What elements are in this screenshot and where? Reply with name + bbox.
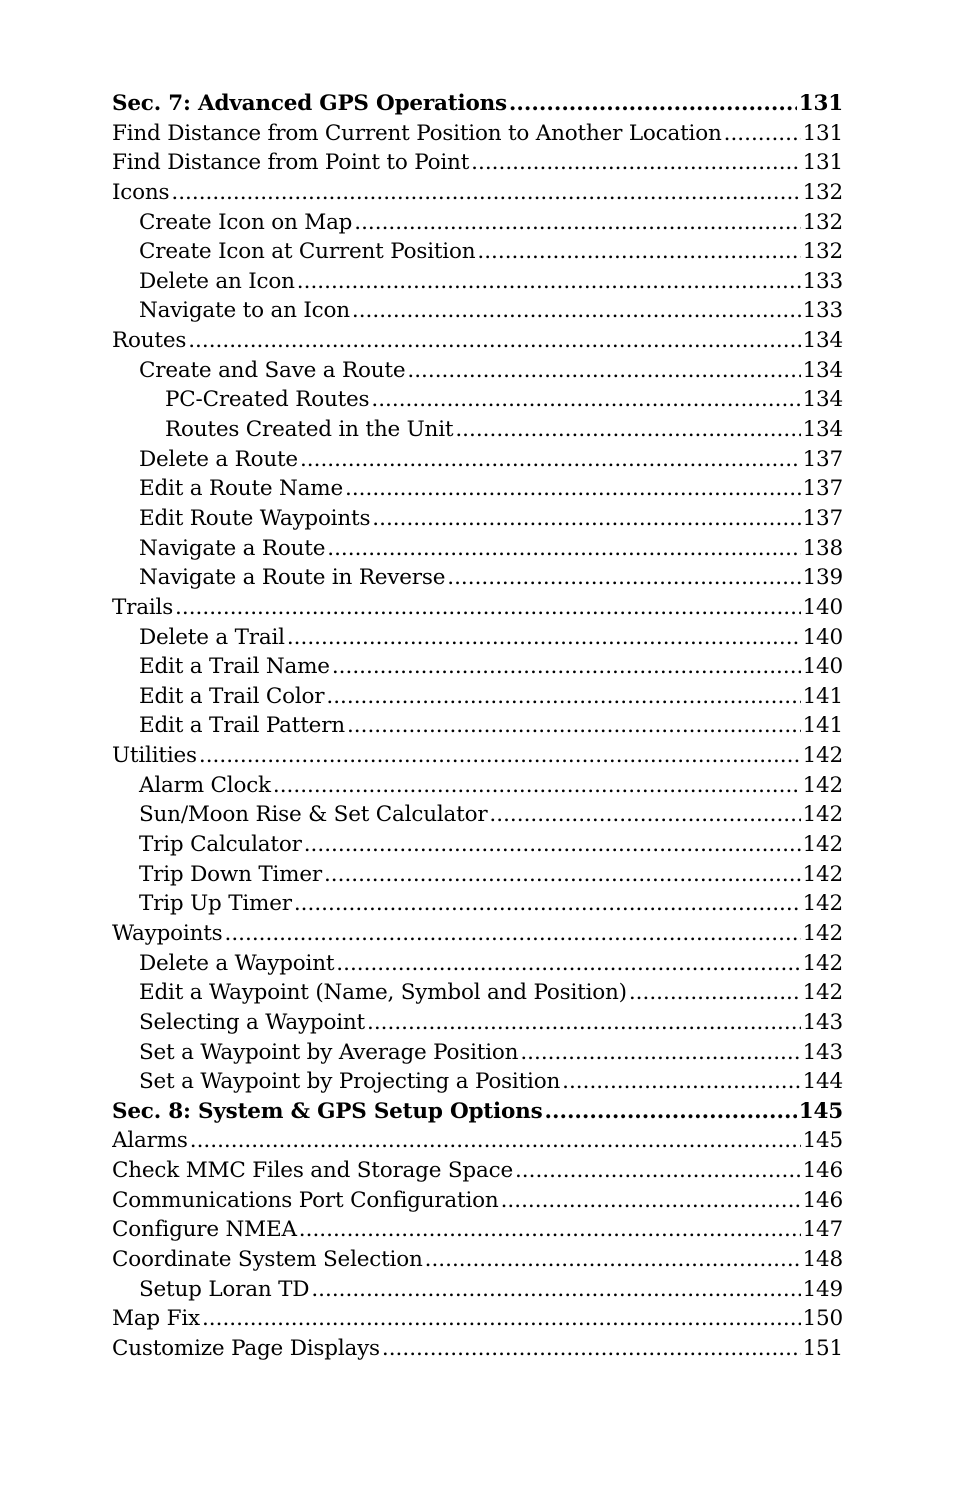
toc-entry (112, 445, 843, 475)
toc-entry (112, 978, 843, 1008)
toc-entry-title: Alarms (112, 1128, 188, 1154)
dot-leader (202, 1304, 801, 1334)
toc-entry-page-number: 134 (802, 357, 843, 383)
dot-leader (171, 178, 800, 208)
toc-entry-title: Create Icon at Current Position (139, 239, 476, 265)
dot-leader (297, 267, 801, 297)
toc-entry-page-number: 148 (802, 1246, 843, 1272)
toc-entry-page-number: 142 (802, 980, 843, 1006)
toc-entry-title: Trip Down Timer (139, 861, 322, 887)
toc-entry-title: Setup Loran TD (139, 1276, 310, 1302)
dot-leader (188, 326, 800, 356)
toc-entry (112, 741, 843, 771)
toc-entry-title: Selecting a Waypoint (139, 1009, 365, 1035)
toc-entry (112, 1156, 843, 1186)
toc-entry (112, 800, 843, 830)
toc-entry (112, 1334, 843, 1364)
toc-entry-page-number: 145 (798, 1098, 843, 1124)
dot-leader (425, 1245, 801, 1275)
toc-entry-page-number: 140 (802, 624, 843, 650)
toc-entry-page-number: 143 (802, 1039, 843, 1065)
toc-entry-title: Edit Route Waypoints (139, 505, 371, 531)
toc-entry (112, 830, 843, 860)
toc-entry-page-number: 142 (802, 772, 843, 798)
toc-entry-title: PC-Created Routes (165, 387, 370, 413)
toc-entry-title: Edit a Trail Pattern (139, 713, 345, 739)
toc-section-heading (112, 1097, 843, 1127)
toc-entry (112, 178, 843, 208)
toc-section-heading (112, 89, 843, 119)
dot-leader (324, 860, 801, 890)
toc-entry-page-number: 132 (802, 179, 843, 205)
toc-entry-page-number: 151 (802, 1335, 843, 1361)
toc-entry-title: Set a Waypoint by Projecting a Position (139, 1069, 561, 1095)
toc-entry-title: Sun/Moon Rise & Set Calculator (139, 802, 488, 828)
toc-entry (112, 1008, 843, 1038)
toc-entry-title: Delete an Icon (139, 268, 295, 294)
toc-entry (112, 534, 843, 564)
toc-entry-page-number: 142 (802, 861, 843, 887)
toc-entry-page-number: 142 (802, 950, 843, 976)
dot-leader (199, 741, 801, 771)
toc-entry-title: Trip Calculator (139, 832, 302, 858)
dot-leader (447, 563, 800, 593)
dot-leader (345, 474, 801, 504)
toc-entry-title: Create and Save a Route (139, 357, 406, 383)
toc-entry-page-number: 144 (802, 1069, 843, 1095)
toc-entry-page-number: 141 (802, 683, 843, 709)
toc-entry-title: Communications Port Configuration (112, 1187, 499, 1213)
toc-entry (112, 474, 843, 504)
toc-entry-title: Trip Up Timer (139, 891, 292, 917)
toc-entry-title: Navigate a Route in Reverse (139, 565, 446, 591)
dot-leader (294, 889, 801, 919)
toc-entry (112, 148, 843, 178)
dot-leader (352, 296, 801, 326)
toc-entry-title: Routes Created in the Unit (165, 417, 454, 443)
toc-entry-title: Trails (112, 594, 174, 620)
dot-leader (562, 1067, 800, 1097)
dot-leader (371, 385, 800, 415)
toc-entry (112, 119, 843, 149)
dot-leader (299, 1215, 801, 1245)
dot-leader (520, 1038, 800, 1068)
dot-leader (354, 208, 800, 238)
toc-entry-title: Delete a Trail (139, 624, 285, 650)
toc-entry (112, 1186, 843, 1216)
toc-entry-title: Find Distance from Current Position to Another Location (112, 120, 722, 146)
toc-entry (112, 889, 843, 919)
dot-leader (367, 1008, 801, 1038)
toc-entry (112, 1215, 843, 1245)
toc-entry (112, 682, 843, 712)
toc-entry (112, 623, 843, 653)
dot-leader (190, 1126, 801, 1156)
toc-entry (112, 1275, 843, 1305)
toc-entry (112, 296, 843, 326)
toc-entry-page-number: 141 (802, 713, 843, 739)
toc-entry-title: Navigate to an Icon (139, 298, 350, 324)
toc-entry (112, 563, 843, 593)
toc-entry (112, 504, 843, 534)
toc-entry-title: Edit a Route Name (139, 476, 343, 502)
toc-entry-page-number: 146 (802, 1158, 843, 1184)
toc-entry (112, 385, 843, 415)
dot-leader (327, 534, 800, 564)
dot-leader (629, 978, 801, 1008)
dot-leader (471, 148, 800, 178)
toc-entry-page-number: 147 (802, 1217, 843, 1243)
toc-entry-page-number: 142 (802, 832, 843, 858)
toc-entry-title: Map Fix (112, 1306, 200, 1332)
toc-entry-page-number: 137 (802, 476, 843, 502)
toc-entry-title: Edit a Trail Name (139, 654, 330, 680)
toc-entry-page-number: 131 (802, 150, 843, 176)
toc-entry (112, 652, 843, 682)
toc-entry (112, 1126, 843, 1156)
toc-entry (112, 415, 843, 445)
toc-entry-title: Edit a Waypoint (Name, Symbol and Position) (139, 980, 627, 1006)
toc-entry-page-number: 139 (802, 565, 843, 591)
toc-entry-title: Utilities (112, 743, 197, 769)
toc-entry (112, 593, 843, 623)
toc-entry-page-number: 142 (802, 891, 843, 917)
dot-leader (311, 1275, 800, 1305)
toc-entry-page-number: 140 (802, 594, 843, 620)
toc-entry-page-number: 140 (802, 654, 843, 680)
toc-entry-page-number: 131 (802, 120, 843, 146)
toc-entry-page-number: 150 (802, 1306, 843, 1332)
toc-entry-page-number: 143 (802, 1009, 843, 1035)
toc-entry-title: Edit a Trail Color (139, 683, 325, 709)
toc-entry (112, 356, 843, 386)
dot-leader (455, 415, 800, 445)
toc-entry-page-number: 149 (802, 1276, 843, 1302)
toc-entry-page-number: 142 (802, 802, 843, 828)
toc-entry-title: Delete a Route (139, 446, 298, 472)
toc-entry-title: Alarm Clock (139, 772, 271, 798)
dot-leader (332, 652, 801, 682)
toc-entry-page-number: 133 (802, 268, 843, 294)
dot-leader (501, 1186, 801, 1216)
toc-entry-title: Sec. 7: Advanced GPS Operations (112, 91, 507, 116)
dot-leader (175, 593, 801, 623)
dot-leader (724, 119, 801, 149)
table-of-contents (112, 89, 843, 1364)
dot-leader (407, 356, 800, 386)
dot-leader (300, 445, 801, 475)
toc-entry (112, 267, 843, 297)
toc-entry-page-number: 131 (798, 91, 843, 116)
toc-entry-title: Create Icon on Map (139, 209, 353, 235)
toc-entry-title: Icons (112, 179, 170, 205)
toc-entry (112, 919, 843, 949)
dot-leader (544, 1097, 796, 1127)
toc-entry-page-number: 137 (802, 505, 843, 531)
toc-entry (112, 1067, 843, 1097)
toc-entry (112, 771, 843, 801)
toc-entry (112, 1304, 843, 1334)
toc-entry-page-number: 134 (802, 417, 843, 443)
dot-leader (515, 1156, 801, 1186)
toc-entry-page-number: 145 (802, 1128, 843, 1154)
toc-entry-page-number: 142 (802, 743, 843, 769)
toc-entry (112, 1038, 843, 1068)
toc-entry (112, 711, 843, 741)
dot-leader (372, 504, 800, 534)
toc-entry-title: Sec. 8: System & GPS Setup Options (112, 1098, 543, 1124)
toc-entry-title: Delete a Waypoint (139, 950, 335, 976)
toc-entry-page-number: 134 (802, 387, 843, 413)
toc-entry-title: Set a Waypoint by Average Position (139, 1039, 519, 1065)
toc-entry (112, 326, 843, 356)
toc-entry-title: Coordinate System Selection (112, 1246, 423, 1272)
toc-entry (112, 237, 843, 267)
toc-entry-page-number: 134 (802, 328, 843, 354)
toc-entry-page-number: 142 (802, 920, 843, 946)
dot-leader (382, 1334, 801, 1364)
toc-entry-title: Routes (112, 328, 187, 354)
toc-entry-page-number: 137 (802, 446, 843, 472)
dot-leader (336, 949, 800, 979)
toc-entry (112, 1245, 843, 1275)
dot-leader (489, 800, 800, 830)
toc-entry-title: Configure NMEA (112, 1217, 297, 1243)
dot-leader (326, 682, 800, 712)
toc-entry (112, 860, 843, 890)
dot-leader (477, 237, 800, 267)
toc-entry-page-number: 146 (802, 1187, 843, 1213)
dot-leader (287, 623, 801, 653)
toc-entry-page-number: 138 (802, 535, 843, 561)
dot-leader (273, 771, 801, 801)
toc-entry-title: Check MMC Files and Storage Space (112, 1158, 513, 1184)
toc-entry-title: Find Distance from Point to Point (112, 150, 470, 176)
toc-entry-page-number: 133 (802, 298, 843, 324)
dot-leader (347, 711, 801, 741)
toc-entry-page-number: 132 (802, 239, 843, 265)
toc-entry-title: Navigate a Route (139, 535, 326, 561)
toc-entry-page-number: 132 (802, 209, 843, 235)
toc-entry (112, 949, 843, 979)
toc-entry-title: Customize Page Displays (112, 1335, 380, 1361)
dot-leader (304, 830, 801, 860)
toc-entry (112, 208, 843, 238)
toc-entry-title: Waypoints (112, 920, 223, 946)
dot-leader (509, 89, 797, 119)
dot-leader (225, 919, 801, 949)
